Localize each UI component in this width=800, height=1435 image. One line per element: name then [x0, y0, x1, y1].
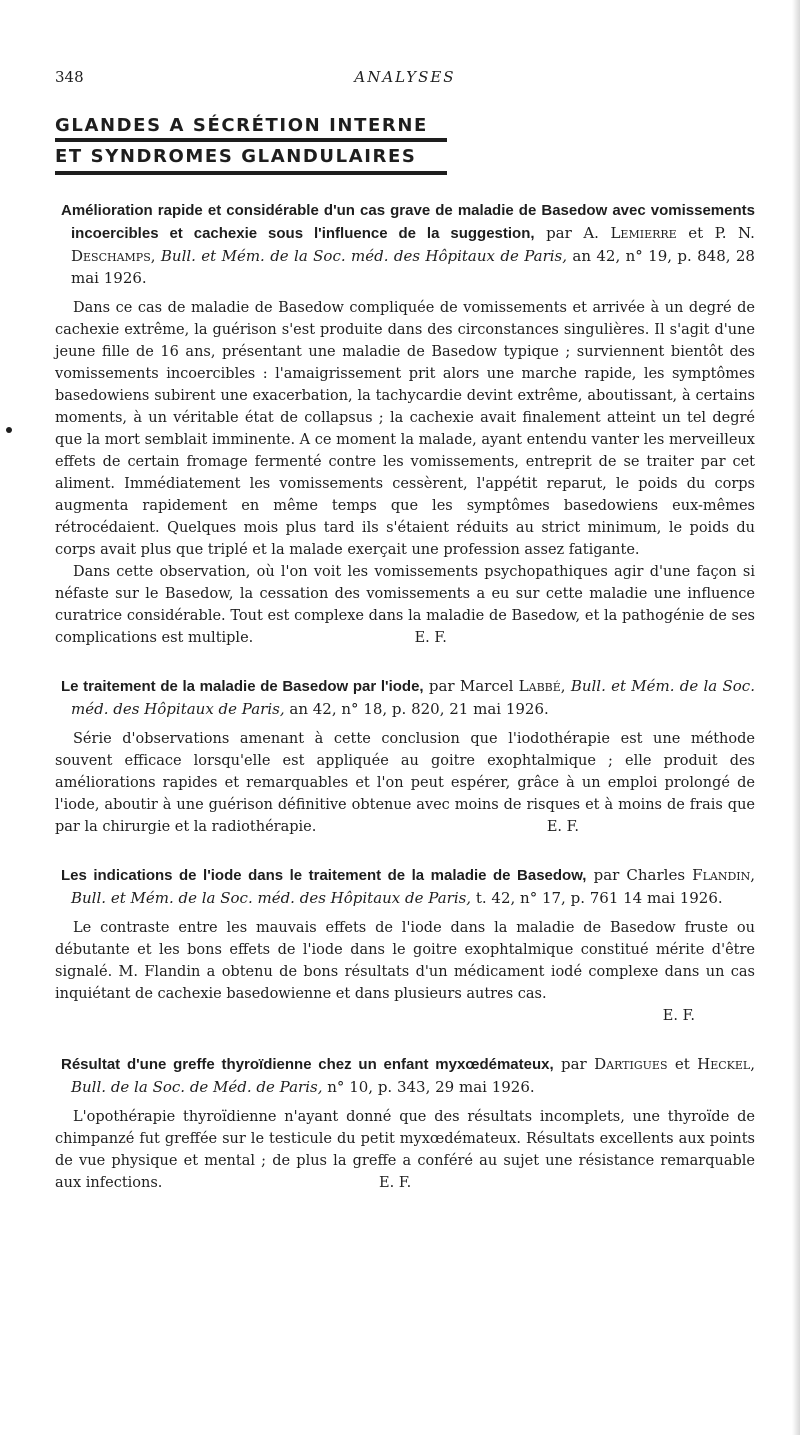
article-by: par Marcel	[428, 677, 514, 695]
heading-rule	[55, 171, 447, 175]
article-author: Deschamps,	[71, 247, 156, 265]
page-content	[55, 68, 755, 1194]
article-reference: an 42, n° 18, p. 820, 21 mai 1926.	[289, 700, 549, 718]
article-paragraph	[55, 728, 755, 838]
article-flandin	[55, 864, 755, 1027]
article-signature-line	[55, 1005, 755, 1027]
article-paragraph: Dans ce cas de maladie de Basedow compliquée de vomissements et arrivée à un degré de cachexie extrême, la guérison s'est produite dans des circonstances singulières. Il s'agit d'une jeune fille de 16 ans, présentant une maladie de Basedow typique ; surviennent bientôt des vomissements incoercibles : l'amaigrissement prit alors une marche rapide, les symptômes basedowiens subirent une exacerbation, la tachycardie devint extrême, aboutissant, à certains moments, à un véritable état de collapsus ; la cachexie avait finalement atteint un tel degré que la mort semblait imminente. A ce moment la malade, ayant entendu vanter les merveilleux effets de certain fromage fermenté contre les vomissements, entreprit de se traiter par cet aliment. Immédiatement les vomissements cessèrent, l'appétit reparut, le poids du corps augmenta rapidement en même temps que les symptômes basedowiens eux-mêmes rétrocédaient. Quelques mois plus tard ils s'étaient réduits au strict minimum, le poids du corps avait plus que triplé et la malade exerçait une profession assez fatigante.	[55, 300, 755, 558]
article-author: Flandin,	[692, 866, 755, 884]
article-by: par Charles	[593, 866, 686, 884]
article-author: Heckel,	[697, 1055, 755, 1073]
article-title: Amélioration rapide et considérable d'un cas grave de maladie de Basedow avec vomissements incoercibles et cachexie sous l'influence de la suggestion,	[61, 202, 755, 242]
article-author: Labbé,	[518, 677, 566, 695]
article-paragraph	[55, 561, 755, 649]
article-labbe	[55, 675, 755, 838]
article-author: Lemierre	[610, 224, 677, 242]
margin-dot-mark	[6, 427, 12, 433]
article-header	[55, 1053, 755, 1098]
article-paragraph: Le contraste entre les mauvais effets de l'iode dans la maladie de Basedow fruste ou débutante et les bons effets de l'iode dans le goitre exophtalmique constitué mérite d'être signalé. M. Flandin a obtenu de bons résultats d'un médicament iodé complexe dans un cas inquiétant de cachexie basedowienne et dans plusieurs autres cas.	[55, 920, 755, 1002]
article-paragraph-text: Dans cette observation, où l'on voit les vomissements psychopathiques agir d'une façon si néfaste sur le Basedow, la cessation des vomissements a eu sur cette maladie une influence curatrice considérable. Tout est complexe dans la maladie de Basedow, et la pathogénie de ses complications est multiple.	[55, 564, 755, 646]
article-paragraph	[55, 1106, 755, 1194]
article-journal: Bull. de la Soc. de Méd. de Paris,	[71, 1078, 323, 1096]
article-journal: Bull. et Mém. de la Soc. méd. des Hôpitaux de Paris,	[160, 247, 568, 265]
section-heading-line-2: ET SYNDROMES GLANDULAIRES	[55, 146, 417, 167]
article-signature: E. F.	[379, 1175, 412, 1191]
article-title: Les indications de l'iode dans le traitement de la maladie de Basedow,	[61, 867, 587, 884]
heading-rule	[55, 138, 447, 142]
article-title: Le traitement de la maladie de Basedow par l'iode,	[61, 678, 424, 695]
article-journal: Bull. et Mém. de la Soc. méd. des Hôpitaux de Paris,	[71, 889, 472, 907]
article-reference: n° 10, p. 343, 29 mai 1926.	[327, 1078, 535, 1096]
article-header	[55, 864, 755, 909]
article-title: Résultat d'une greffe thyroïdienne chez un enfant myxœdémateux,	[61, 1056, 554, 1073]
running-head	[55, 68, 755, 90]
article-author: Dartigues	[594, 1055, 668, 1073]
article-header	[55, 675, 755, 720]
page-edge-shadow	[792, 0, 800, 1435]
running-title: ANALYSES	[354, 68, 456, 86]
article-reference: an 42, n° 19, p. 848, 28 mai 1926.	[71, 247, 755, 287]
section-heading-line-1: GLANDES A SÉCRÉTION INTERNE	[55, 115, 428, 136]
article-header	[55, 199, 755, 289]
article-and: et	[674, 1055, 690, 1073]
article-signature: E. F.	[546, 819, 580, 835]
page-number: 348	[55, 68, 84, 86]
article-paragraph-text: Série d'observations amenant à cette conclusion que l'iodothérapie est une méthode souvent efficace lorsqu'elle est appliquée au goitre exophtalmique ; elle produit des améliorations rapides et remarquables et l'on peut espérer, grâce à un emploi prolongé de l'iode, aboutir à une guérison définitive obtenue avec moins de risques et à moins de frais que par la chirurgie et la radiothérapie.	[55, 731, 755, 835]
article-and: et P. N.	[688, 224, 755, 242]
article-dartigues	[55, 1053, 755, 1194]
article-by: par	[561, 1055, 587, 1073]
section-heading	[55, 114, 447, 175]
article-signature: E. F.	[414, 630, 447, 646]
article-lemierre	[55, 199, 755, 649]
article-paragraph-text: L'opothérapie thyroïdienne n'ayant donné que des résultats incomplets, une thyroïde de chimpanzé fut greffée sur le testicule du petit myxœdémateux. Résultats excellents aux points de vue physique et mental ; de plus la greffe a conféré au sujet une résistance remarquable aux infections.	[55, 1109, 755, 1191]
article-signature: E. F.	[662, 1008, 695, 1024]
article-reference: t. 42, n° 17, p. 761 14 mai 1926.	[475, 889, 723, 907]
article-journal: Bull. et Mém. de la Soc. méd. des Hôpitaux de Paris,	[71, 677, 755, 718]
article-by: par A.	[546, 224, 599, 242]
